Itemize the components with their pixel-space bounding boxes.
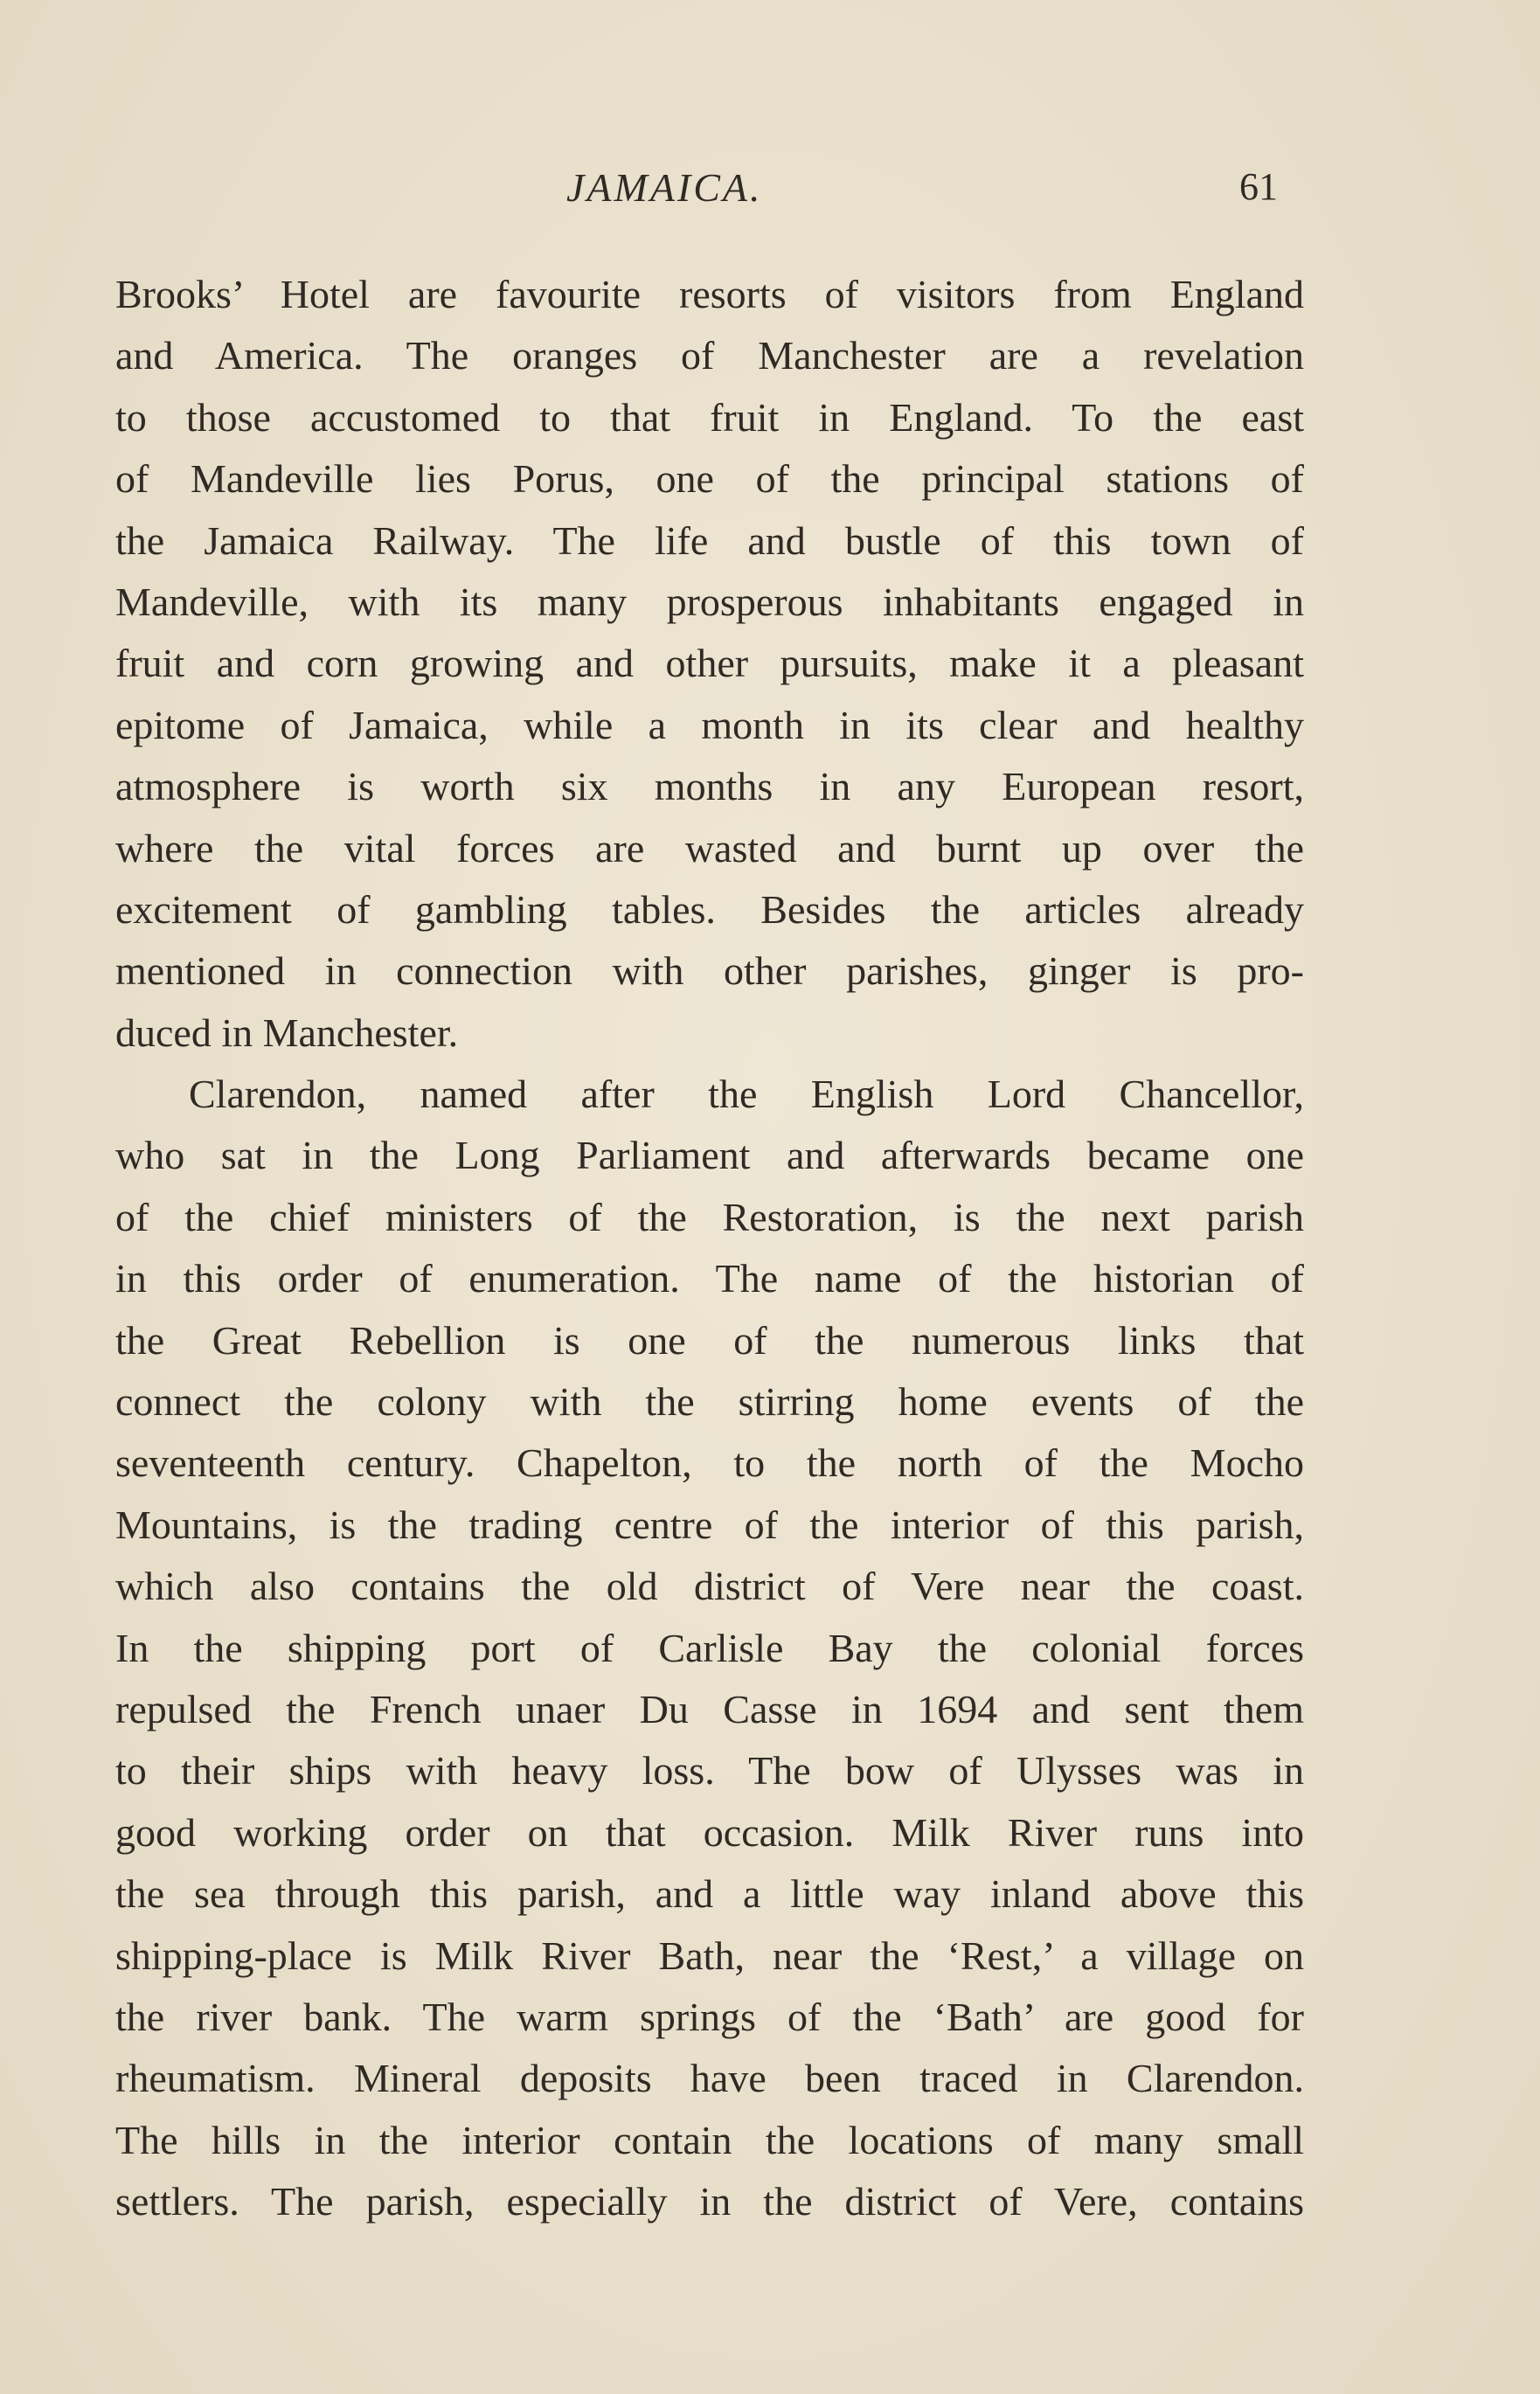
text-line: where the vital forces are wasted and burnt up over the bbox=[115, 825, 1304, 871]
text-line: connect the colony with the stirring home events of the bbox=[115, 1379, 1304, 1425]
text-line: duced in Manchester. bbox=[115, 1010, 459, 1055]
text-line: settlers. The parish, especially in the district of Vere, contains bbox=[115, 2179, 1304, 2224]
text-line: rheumatism. Mineral deposits have been traced in Clarendon. bbox=[115, 2056, 1304, 2101]
text-line: which also contains the old district of Vere near the coast. bbox=[115, 1564, 1304, 1609]
paragraph-1 bbox=[115, 264, 1304, 1064]
text-line: good working order on that occasion. Milk River runs into bbox=[115, 1809, 1304, 1855]
text-line: seventeenth century. Chapelton, to the north of the Mocho bbox=[115, 1440, 1304, 1486]
text-line: atmosphere is worth six months in any European resort, bbox=[115, 764, 1304, 809]
text-line: of the chief ministers of the Restoration, is the next parish bbox=[115, 1194, 1304, 1239]
text-line: fruit and corn growing and other pursuits, make it a pleasant bbox=[115, 641, 1304, 686]
text-line: the sea through this parish, and a little way inland above this bbox=[115, 1871, 1304, 1917]
text-line: In the shipping port of Carlisle Bay the colonial forces bbox=[115, 1625, 1304, 1670]
page-number: 61 bbox=[1239, 165, 1278, 208]
text-line: excitement of gambling tables. Besides the articles already bbox=[115, 886, 1304, 932]
text-line: Brooks’ Hotel are favourite resorts of visitors from England bbox=[115, 272, 1304, 316]
text-line: Clarendon, named after the English Lord Chancellor, bbox=[189, 1072, 1304, 1117]
text-line: the Jamaica Railway. The life and bustle of this town of bbox=[115, 517, 1304, 563]
text-line: epitome of Jamaica, while a month in its clear and healthy bbox=[115, 702, 1304, 747]
text-line: repulsed the French unaer Du Casse in 1694 and sent them bbox=[115, 1686, 1304, 1731]
text-line: mentioned in connection with other parishes, ginger is pro- bbox=[115, 948, 1304, 994]
text-line: and America. The oranges of Manchester are a revelation bbox=[115, 333, 1304, 378]
text-line: of Mandeville lies Porus, one of the principal stations of bbox=[115, 456, 1304, 502]
text-line: to those accustomed to that fruit in England. To the east bbox=[115, 394, 1304, 440]
text-line: shipping-place is Milk River Bath, near the ‘Rest,’ a village on bbox=[115, 1933, 1304, 1978]
paragraph-2 bbox=[115, 1064, 1304, 2232]
text-line: in this order of enumeration. The name of the historian of bbox=[115, 1256, 1304, 1301]
running-title: JAMAICA. bbox=[566, 165, 763, 210]
text-line: who sat in the Long Parliament and afterwards became one bbox=[115, 1133, 1304, 1178]
text-line: the Great Rebellion is one of the numerous links that bbox=[115, 1317, 1304, 1363]
text-line: the river bank. The warm springs of the ‘Bath’ are good for bbox=[115, 1994, 1304, 2039]
text-line: to their ships with heavy loss. The bow of Ulysses was in bbox=[115, 1748, 1304, 1794]
body-text bbox=[115, 264, 1304, 2233]
text-line: Mandeville, with its many prosperous inhabitants engaged in bbox=[115, 579, 1304, 624]
text-line: Mountains, is the trading centre of the interior of this parish, bbox=[115, 1502, 1304, 1547]
text-line: The hills in the interior contain the locations of many small bbox=[115, 2117, 1304, 2162]
running-head bbox=[0, 164, 1540, 226]
